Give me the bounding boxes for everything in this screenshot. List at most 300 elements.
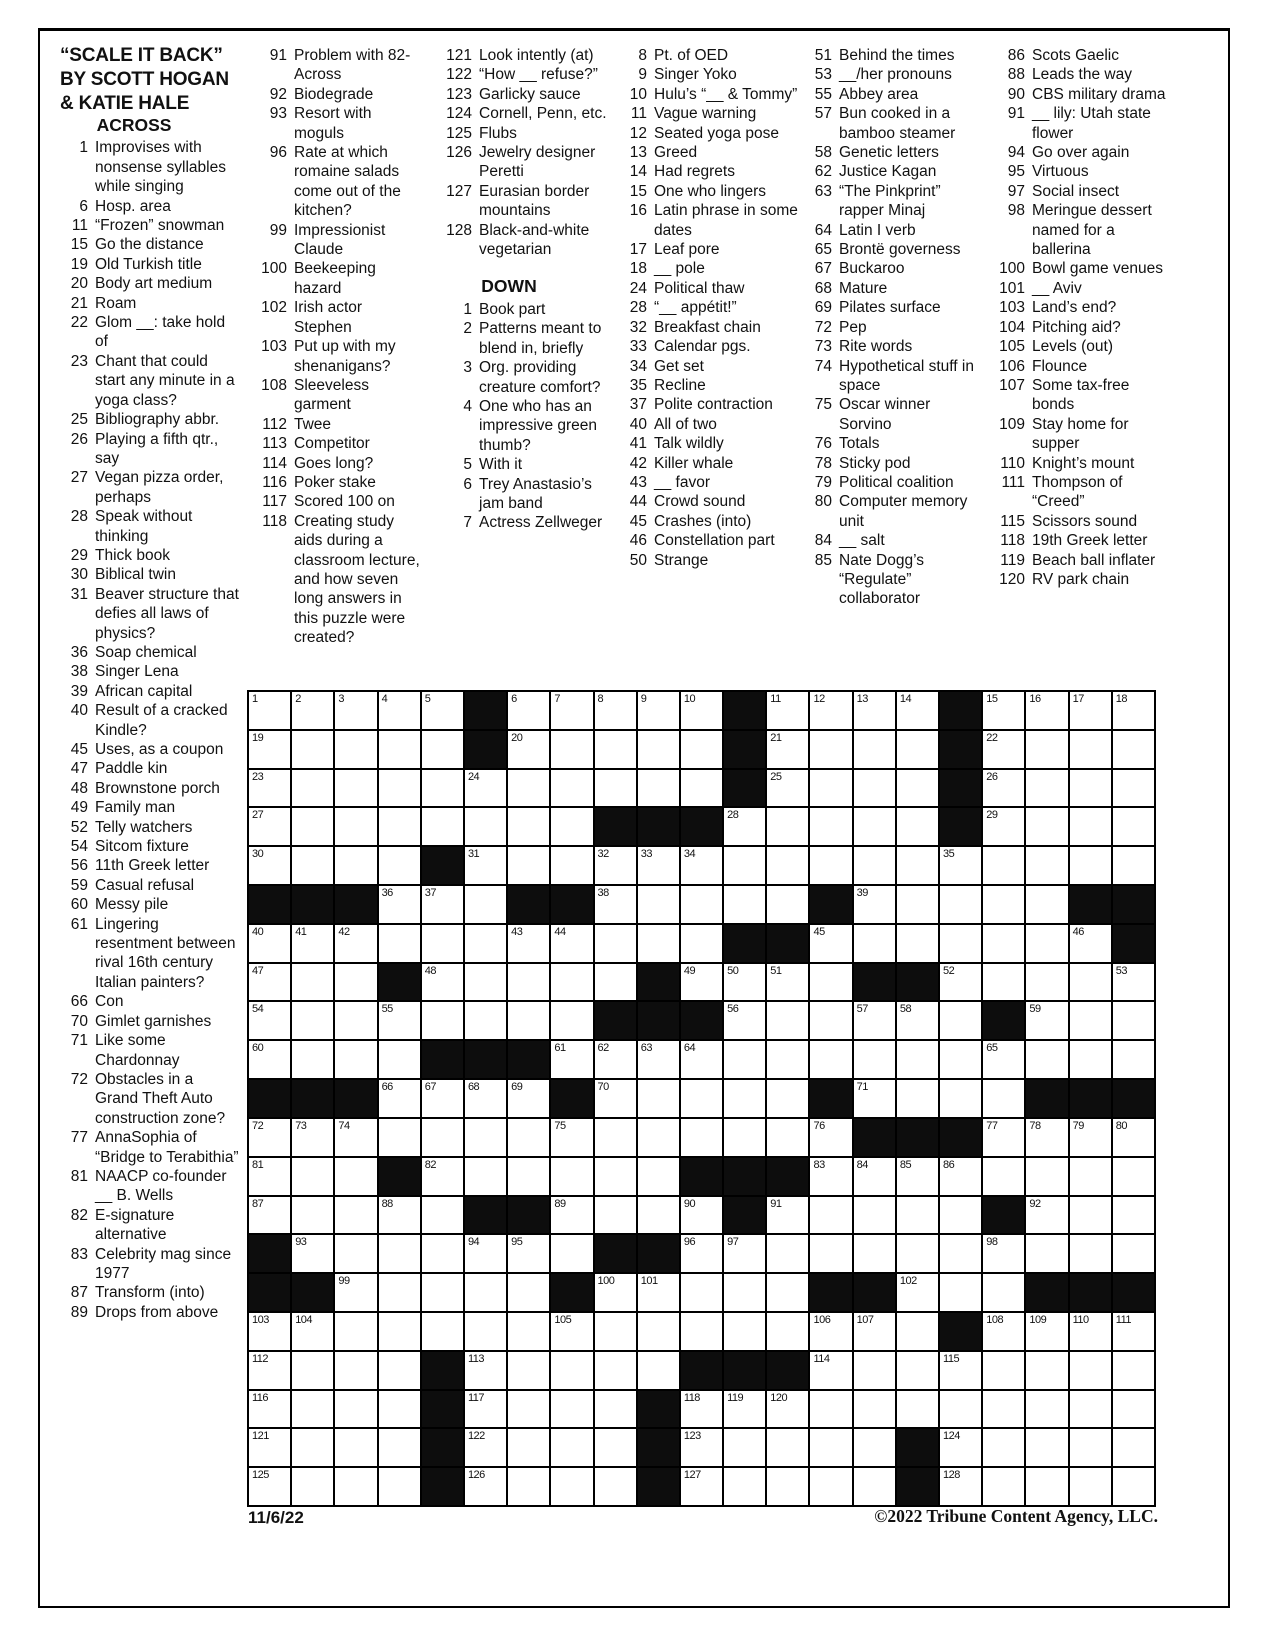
grid-cell[interactable] bbox=[422, 1002, 463, 1039]
grid-cell[interactable] bbox=[335, 925, 376, 962]
grid-cell[interactable] bbox=[854, 1002, 895, 1039]
grid-cell[interactable] bbox=[335, 692, 376, 729]
grid-cell[interactable] bbox=[897, 1041, 938, 1078]
grid-cell[interactable] bbox=[1070, 1429, 1111, 1466]
grid-cell[interactable] bbox=[249, 808, 290, 845]
grid-cell[interactable] bbox=[292, 1429, 333, 1466]
grid-cell[interactable] bbox=[379, 847, 420, 884]
grid-cell[interactable] bbox=[249, 770, 290, 807]
grid-cell[interactable] bbox=[638, 1274, 679, 1311]
grid-cell[interactable] bbox=[551, 1158, 592, 1195]
grid-cell[interactable] bbox=[422, 808, 463, 845]
grid-cell[interactable] bbox=[595, 731, 636, 768]
grid-cell[interactable] bbox=[854, 692, 895, 729]
grid-cell[interactable] bbox=[551, 808, 592, 845]
grid-cell[interactable] bbox=[422, 1080, 463, 1117]
grid-cell[interactable] bbox=[595, 1429, 636, 1466]
grid-cell[interactable] bbox=[335, 808, 376, 845]
grid-cell[interactable] bbox=[379, 731, 420, 768]
grid-cell[interactable] bbox=[1026, 925, 1067, 962]
grid-cell[interactable] bbox=[379, 1429, 420, 1466]
grid-cell[interactable] bbox=[465, 808, 506, 845]
grid-cell[interactable] bbox=[335, 1274, 376, 1311]
grid-cell[interactable] bbox=[1113, 1429, 1154, 1466]
grid-cell[interactable] bbox=[1113, 1041, 1154, 1078]
grid-cell[interactable] bbox=[897, 1002, 938, 1039]
grid-cell[interactable] bbox=[595, 964, 636, 1001]
grid-cell[interactable] bbox=[1070, 1119, 1111, 1156]
grid-cell[interactable] bbox=[508, 847, 549, 884]
grid-cell[interactable] bbox=[249, 1002, 290, 1039]
grid-cell[interactable] bbox=[724, 1080, 765, 1117]
grid-cell[interactable] bbox=[724, 1391, 765, 1428]
grid-cell[interactable] bbox=[1113, 1391, 1154, 1428]
grid-cell[interactable] bbox=[551, 1235, 592, 1272]
grid-cell[interactable] bbox=[1026, 847, 1067, 884]
grid-cell[interactable] bbox=[595, 1080, 636, 1117]
grid-cell[interactable] bbox=[638, 1352, 679, 1389]
grid-cell[interactable] bbox=[1070, 1002, 1111, 1039]
grid-cell[interactable] bbox=[638, 886, 679, 923]
grid-cell[interactable] bbox=[422, 770, 463, 807]
grid-cell[interactable] bbox=[897, 692, 938, 729]
grid-cell[interactable] bbox=[1070, 731, 1111, 768]
grid-cell[interactable] bbox=[1026, 1352, 1067, 1389]
grid-cell[interactable] bbox=[465, 1158, 506, 1195]
grid-cell[interactable] bbox=[1026, 1235, 1067, 1272]
grid-cell[interactable] bbox=[508, 1002, 549, 1039]
grid-cell[interactable] bbox=[508, 1391, 549, 1428]
grid-cell[interactable] bbox=[724, 1313, 765, 1350]
grid-cell[interactable] bbox=[1070, 1041, 1111, 1078]
grid-cell[interactable] bbox=[1070, 925, 1111, 962]
grid-cell[interactable] bbox=[810, 1158, 851, 1195]
grid-cell[interactable] bbox=[810, 1119, 851, 1156]
grid-cell[interactable] bbox=[724, 1274, 765, 1311]
grid-cell[interactable] bbox=[335, 1002, 376, 1039]
grid-cell[interactable] bbox=[1113, 964, 1154, 1001]
grid-cell[interactable] bbox=[422, 731, 463, 768]
grid-cell[interactable] bbox=[681, 1041, 722, 1078]
grid-cell[interactable] bbox=[508, 964, 549, 1001]
grid-cell[interactable] bbox=[292, 964, 333, 1001]
grid-cell[interactable] bbox=[983, 1080, 1024, 1117]
grid-cell[interactable] bbox=[508, 1158, 549, 1195]
grid-cell[interactable] bbox=[379, 1468, 420, 1505]
grid-cell[interactable] bbox=[1113, 692, 1154, 729]
grid-cell[interactable] bbox=[292, 1041, 333, 1078]
grid-cell[interactable] bbox=[983, 1119, 1024, 1156]
grid-cell[interactable] bbox=[940, 847, 981, 884]
grid-cell[interactable] bbox=[292, 1197, 333, 1234]
grid-cell[interactable] bbox=[465, 1080, 506, 1117]
grid-cell[interactable] bbox=[940, 925, 981, 962]
grid-cell[interactable] bbox=[854, 1235, 895, 1272]
grid-cell[interactable] bbox=[767, 847, 808, 884]
grid-cell[interactable] bbox=[897, 808, 938, 845]
grid-cell[interactable] bbox=[249, 847, 290, 884]
grid-cell[interactable] bbox=[249, 692, 290, 729]
grid-cell[interactable] bbox=[638, 1313, 679, 1350]
grid-cell[interactable] bbox=[1070, 1235, 1111, 1272]
grid-cell[interactable] bbox=[335, 1391, 376, 1428]
grid-cell[interactable] bbox=[508, 1313, 549, 1350]
grid-cell[interactable] bbox=[1070, 1352, 1111, 1389]
grid-cell[interactable] bbox=[335, 964, 376, 1001]
grid-cell[interactable] bbox=[1070, 1313, 1111, 1350]
grid-cell[interactable] bbox=[1026, 1468, 1067, 1505]
grid-cell[interactable] bbox=[1026, 1313, 1067, 1350]
grid-cell[interactable] bbox=[335, 1197, 376, 1234]
grid-cell[interactable] bbox=[335, 1158, 376, 1195]
grid-cell[interactable] bbox=[681, 1313, 722, 1350]
grid-cell[interactable] bbox=[422, 1313, 463, 1350]
grid-cell[interactable] bbox=[292, 1313, 333, 1350]
grid-cell[interactable] bbox=[1113, 1352, 1154, 1389]
grid-cell[interactable] bbox=[638, 1041, 679, 1078]
grid-cell[interactable] bbox=[1113, 1313, 1154, 1350]
grid-cell[interactable] bbox=[1113, 1158, 1154, 1195]
grid-cell[interactable] bbox=[465, 1119, 506, 1156]
grid-cell[interactable] bbox=[249, 1468, 290, 1505]
grid-cell[interactable] bbox=[595, 1274, 636, 1311]
grid-cell[interactable] bbox=[983, 1313, 1024, 1350]
grid-cell[interactable] bbox=[940, 1235, 981, 1272]
grid-cell[interactable] bbox=[465, 847, 506, 884]
grid-cell[interactable] bbox=[983, 925, 1024, 962]
grid-cell[interactable] bbox=[422, 1274, 463, 1311]
grid-cell[interactable] bbox=[983, 847, 1024, 884]
grid-cell[interactable] bbox=[681, 1429, 722, 1466]
grid-cell[interactable] bbox=[1113, 770, 1154, 807]
grid-cell[interactable] bbox=[551, 847, 592, 884]
grid-cell[interactable] bbox=[595, 1352, 636, 1389]
grid-cell[interactable] bbox=[638, 692, 679, 729]
grid-cell[interactable] bbox=[854, 847, 895, 884]
grid-cell[interactable] bbox=[897, 1352, 938, 1389]
grid-cell[interactable] bbox=[897, 1080, 938, 1117]
grid-cell[interactable] bbox=[767, 1391, 808, 1428]
grid-cell[interactable] bbox=[681, 1274, 722, 1311]
grid-cell[interactable] bbox=[983, 1235, 1024, 1272]
grid-cell[interactable] bbox=[465, 1002, 506, 1039]
grid-cell[interactable] bbox=[897, 731, 938, 768]
grid-cell[interactable] bbox=[1026, 1119, 1067, 1156]
grid-cell[interactable] bbox=[465, 1235, 506, 1272]
grid-cell[interactable] bbox=[551, 1313, 592, 1350]
grid-cell[interactable] bbox=[810, 847, 851, 884]
grid-cell[interactable] bbox=[292, 1468, 333, 1505]
grid-cell[interactable] bbox=[854, 731, 895, 768]
grid-cell[interactable] bbox=[810, 1235, 851, 1272]
grid-cell[interactable] bbox=[465, 1429, 506, 1466]
grid-cell[interactable] bbox=[1070, 1468, 1111, 1505]
grid-cell[interactable] bbox=[1113, 1235, 1154, 1272]
grid-cell[interactable] bbox=[422, 692, 463, 729]
grid-cell[interactable] bbox=[249, 1158, 290, 1195]
grid-cell[interactable] bbox=[983, 1041, 1024, 1078]
grid-cell[interactable] bbox=[681, 1197, 722, 1234]
grid-cell[interactable] bbox=[767, 1429, 808, 1466]
grid-cell[interactable] bbox=[508, 1468, 549, 1505]
grid-cell[interactable] bbox=[767, 770, 808, 807]
grid-cell[interactable] bbox=[767, 808, 808, 845]
grid-cell[interactable] bbox=[940, 964, 981, 1001]
grid-cell[interactable] bbox=[854, 925, 895, 962]
grid-cell[interactable] bbox=[465, 925, 506, 962]
grid-cell[interactable] bbox=[379, 808, 420, 845]
grid-cell[interactable] bbox=[810, 1468, 851, 1505]
grid-cell[interactable] bbox=[249, 964, 290, 1001]
grid-cell[interactable] bbox=[595, 886, 636, 923]
grid-cell[interactable] bbox=[595, 1119, 636, 1156]
grid-cell[interactable] bbox=[1026, 1197, 1067, 1234]
grid-cell[interactable] bbox=[897, 770, 938, 807]
grid-cell[interactable] bbox=[335, 1468, 376, 1505]
grid-cell[interactable] bbox=[767, 1002, 808, 1039]
grid-cell[interactable] bbox=[681, 731, 722, 768]
grid-cell[interactable] bbox=[595, 1158, 636, 1195]
grid-cell[interactable] bbox=[292, 1002, 333, 1039]
grid-cell[interactable] bbox=[379, 1002, 420, 1039]
grid-cell[interactable] bbox=[810, 925, 851, 962]
grid-cell[interactable] bbox=[292, 731, 333, 768]
grid-cell[interactable] bbox=[854, 1468, 895, 1505]
grid-cell[interactable] bbox=[638, 731, 679, 768]
grid-cell[interactable] bbox=[508, 770, 549, 807]
grid-cell[interactable] bbox=[595, 1313, 636, 1350]
grid-cell[interactable] bbox=[638, 847, 679, 884]
grid-cell[interactable] bbox=[897, 1274, 938, 1311]
grid-cell[interactable] bbox=[681, 770, 722, 807]
grid-cell[interactable] bbox=[638, 770, 679, 807]
grid-cell[interactable] bbox=[379, 1313, 420, 1350]
grid-cell[interactable] bbox=[551, 1468, 592, 1505]
grid-cell[interactable] bbox=[940, 1429, 981, 1466]
grid-cell[interactable] bbox=[940, 1468, 981, 1505]
grid-cell[interactable] bbox=[249, 925, 290, 962]
grid-cell[interactable] bbox=[681, 1391, 722, 1428]
grid-cell[interactable] bbox=[508, 1119, 549, 1156]
grid-cell[interactable] bbox=[854, 886, 895, 923]
grid-cell[interactable] bbox=[465, 886, 506, 923]
grid-cell[interactable] bbox=[379, 1352, 420, 1389]
grid-cell[interactable] bbox=[983, 808, 1024, 845]
grid-cell[interactable] bbox=[983, 1352, 1024, 1389]
grid-cell[interactable] bbox=[1026, 770, 1067, 807]
grid-cell[interactable] bbox=[724, 1468, 765, 1505]
grid-cell[interactable] bbox=[335, 731, 376, 768]
grid-cell[interactable] bbox=[551, 692, 592, 729]
grid-cell[interactable] bbox=[810, 1352, 851, 1389]
grid-cell[interactable] bbox=[681, 1119, 722, 1156]
grid-cell[interactable] bbox=[292, 770, 333, 807]
grid-cell[interactable] bbox=[595, 847, 636, 884]
grid-cell[interactable] bbox=[681, 1080, 722, 1117]
grid-cell[interactable] bbox=[724, 886, 765, 923]
grid-cell[interactable] bbox=[595, 1468, 636, 1505]
grid-cell[interactable] bbox=[1070, 964, 1111, 1001]
grid-cell[interactable] bbox=[335, 1235, 376, 1272]
grid-cell[interactable] bbox=[422, 1197, 463, 1234]
grid-cell[interactable] bbox=[897, 1313, 938, 1350]
grid-cell[interactable] bbox=[1113, 1197, 1154, 1234]
grid-cell[interactable] bbox=[983, 1468, 1024, 1505]
grid-cell[interactable] bbox=[379, 1080, 420, 1117]
grid-cell[interactable] bbox=[465, 1313, 506, 1350]
grid-cell[interactable] bbox=[767, 964, 808, 1001]
grid-cell[interactable] bbox=[767, 1313, 808, 1350]
grid-cell[interactable] bbox=[897, 1235, 938, 1272]
grid-cell[interactable] bbox=[335, 1041, 376, 1078]
grid-cell[interactable] bbox=[1070, 847, 1111, 884]
grid-cell[interactable] bbox=[595, 1391, 636, 1428]
grid-cell[interactable] bbox=[379, 925, 420, 962]
grid-cell[interactable] bbox=[681, 964, 722, 1001]
grid-cell[interactable] bbox=[940, 1352, 981, 1389]
grid-cell[interactable] bbox=[940, 1041, 981, 1078]
grid-cell[interactable] bbox=[508, 925, 549, 962]
grid-cell[interactable] bbox=[767, 886, 808, 923]
grid-cell[interactable] bbox=[551, 1352, 592, 1389]
grid-cell[interactable] bbox=[335, 1429, 376, 1466]
grid-cell[interactable] bbox=[681, 692, 722, 729]
grid-cell[interactable] bbox=[292, 847, 333, 884]
grid-cell[interactable] bbox=[595, 770, 636, 807]
grid-cell[interactable] bbox=[983, 731, 1024, 768]
grid-cell[interactable] bbox=[940, 1197, 981, 1234]
grid-cell[interactable] bbox=[983, 964, 1024, 1001]
grid-cell[interactable] bbox=[292, 1352, 333, 1389]
grid-cell[interactable] bbox=[983, 1274, 1024, 1311]
grid-cell[interactable] bbox=[897, 925, 938, 962]
grid-cell[interactable] bbox=[1070, 1197, 1111, 1234]
grid-cell[interactable] bbox=[681, 886, 722, 923]
grid-cell[interactable] bbox=[551, 731, 592, 768]
grid-cell[interactable] bbox=[292, 1158, 333, 1195]
grid-cell[interactable] bbox=[983, 1429, 1024, 1466]
grid-cell[interactable] bbox=[335, 1352, 376, 1389]
grid-cell[interactable] bbox=[854, 1391, 895, 1428]
grid-cell[interactable] bbox=[422, 1119, 463, 1156]
grid-cell[interactable] bbox=[379, 1119, 420, 1156]
grid-cell[interactable] bbox=[335, 770, 376, 807]
grid-cell[interactable] bbox=[638, 1119, 679, 1156]
grid-cell[interactable] bbox=[508, 692, 549, 729]
grid-cell[interactable] bbox=[638, 925, 679, 962]
grid-cell[interactable] bbox=[379, 886, 420, 923]
grid-cell[interactable] bbox=[379, 1274, 420, 1311]
grid-cell[interactable] bbox=[724, 1041, 765, 1078]
grid-cell[interactable] bbox=[292, 808, 333, 845]
grid-cell[interactable] bbox=[508, 1274, 549, 1311]
grid-cell[interactable] bbox=[249, 1352, 290, 1389]
grid-cell[interactable] bbox=[465, 1274, 506, 1311]
grid-cell[interactable] bbox=[724, 1235, 765, 1272]
grid-cell[interactable] bbox=[1026, 1002, 1067, 1039]
grid-cell[interactable] bbox=[508, 808, 549, 845]
grid-cell[interactable] bbox=[940, 1080, 981, 1117]
grid-cell[interactable] bbox=[767, 1468, 808, 1505]
grid-cell[interactable] bbox=[940, 886, 981, 923]
grid-cell[interactable] bbox=[1026, 1041, 1067, 1078]
grid-cell[interactable] bbox=[292, 925, 333, 962]
grid-cell[interactable] bbox=[724, 1429, 765, 1466]
grid-cell[interactable] bbox=[465, 1468, 506, 1505]
grid-cell[interactable] bbox=[854, 1158, 895, 1195]
grid-cell[interactable] bbox=[854, 1197, 895, 1234]
grid-cell[interactable] bbox=[767, 1235, 808, 1272]
grid-cell[interactable] bbox=[724, 847, 765, 884]
grid-cell[interactable] bbox=[595, 925, 636, 962]
grid-cell[interactable] bbox=[1070, 770, 1111, 807]
grid-cell[interactable] bbox=[292, 1235, 333, 1272]
grid-cell[interactable] bbox=[595, 1197, 636, 1234]
grid-cell[interactable] bbox=[983, 886, 1024, 923]
grid-cell[interactable] bbox=[1026, 886, 1067, 923]
grid-cell[interactable] bbox=[940, 1002, 981, 1039]
grid-cell[interactable] bbox=[810, 1197, 851, 1234]
grid-cell[interactable] bbox=[983, 692, 1024, 729]
grid-cell[interactable] bbox=[810, 808, 851, 845]
grid-cell[interactable] bbox=[854, 1041, 895, 1078]
grid-cell[interactable] bbox=[551, 925, 592, 962]
grid-cell[interactable] bbox=[854, 808, 895, 845]
grid-cell[interactable] bbox=[1070, 692, 1111, 729]
grid-cell[interactable] bbox=[1113, 731, 1154, 768]
grid-cell[interactable] bbox=[638, 1080, 679, 1117]
grid-cell[interactable] bbox=[422, 886, 463, 923]
grid-cell[interactable] bbox=[551, 1197, 592, 1234]
grid-cell[interactable] bbox=[335, 847, 376, 884]
grid-cell[interactable] bbox=[897, 847, 938, 884]
grid-cell[interactable] bbox=[810, 731, 851, 768]
grid-cell[interactable] bbox=[854, 1352, 895, 1389]
grid-cell[interactable] bbox=[508, 1080, 549, 1117]
grid-cell[interactable] bbox=[1026, 808, 1067, 845]
grid-cell[interactable] bbox=[983, 1391, 1024, 1428]
grid-cell[interactable] bbox=[810, 770, 851, 807]
grid-cell[interactable] bbox=[1113, 1468, 1154, 1505]
grid-cell[interactable] bbox=[551, 964, 592, 1001]
grid-cell[interactable] bbox=[940, 1158, 981, 1195]
grid-cell[interactable] bbox=[767, 1197, 808, 1234]
grid-cell[interactable] bbox=[681, 1235, 722, 1272]
grid-cell[interactable] bbox=[854, 1080, 895, 1117]
grid-cell[interactable] bbox=[379, 1197, 420, 1234]
grid-cell[interactable] bbox=[249, 1429, 290, 1466]
grid-cell[interactable] bbox=[465, 1391, 506, 1428]
grid-cell[interactable] bbox=[767, 1119, 808, 1156]
grid-cell[interactable] bbox=[724, 1002, 765, 1039]
grid-cell[interactable] bbox=[551, 770, 592, 807]
grid-cell[interactable] bbox=[508, 1429, 549, 1466]
grid-cell[interactable] bbox=[810, 1429, 851, 1466]
grid-cell[interactable] bbox=[810, 1313, 851, 1350]
grid-cell[interactable] bbox=[508, 731, 549, 768]
grid-cell[interactable] bbox=[897, 1197, 938, 1234]
grid-cell[interactable] bbox=[551, 1002, 592, 1039]
grid-cell[interactable] bbox=[1026, 1429, 1067, 1466]
grid-cell[interactable] bbox=[1070, 808, 1111, 845]
grid-cell[interactable] bbox=[638, 1158, 679, 1195]
grid-cell[interactable] bbox=[1070, 1391, 1111, 1428]
grid-cell[interactable] bbox=[422, 925, 463, 962]
grid-cell[interactable] bbox=[767, 692, 808, 729]
grid-cell[interactable] bbox=[767, 1080, 808, 1117]
grid-cell[interactable] bbox=[1113, 808, 1154, 845]
grid-cell[interactable] bbox=[681, 1468, 722, 1505]
